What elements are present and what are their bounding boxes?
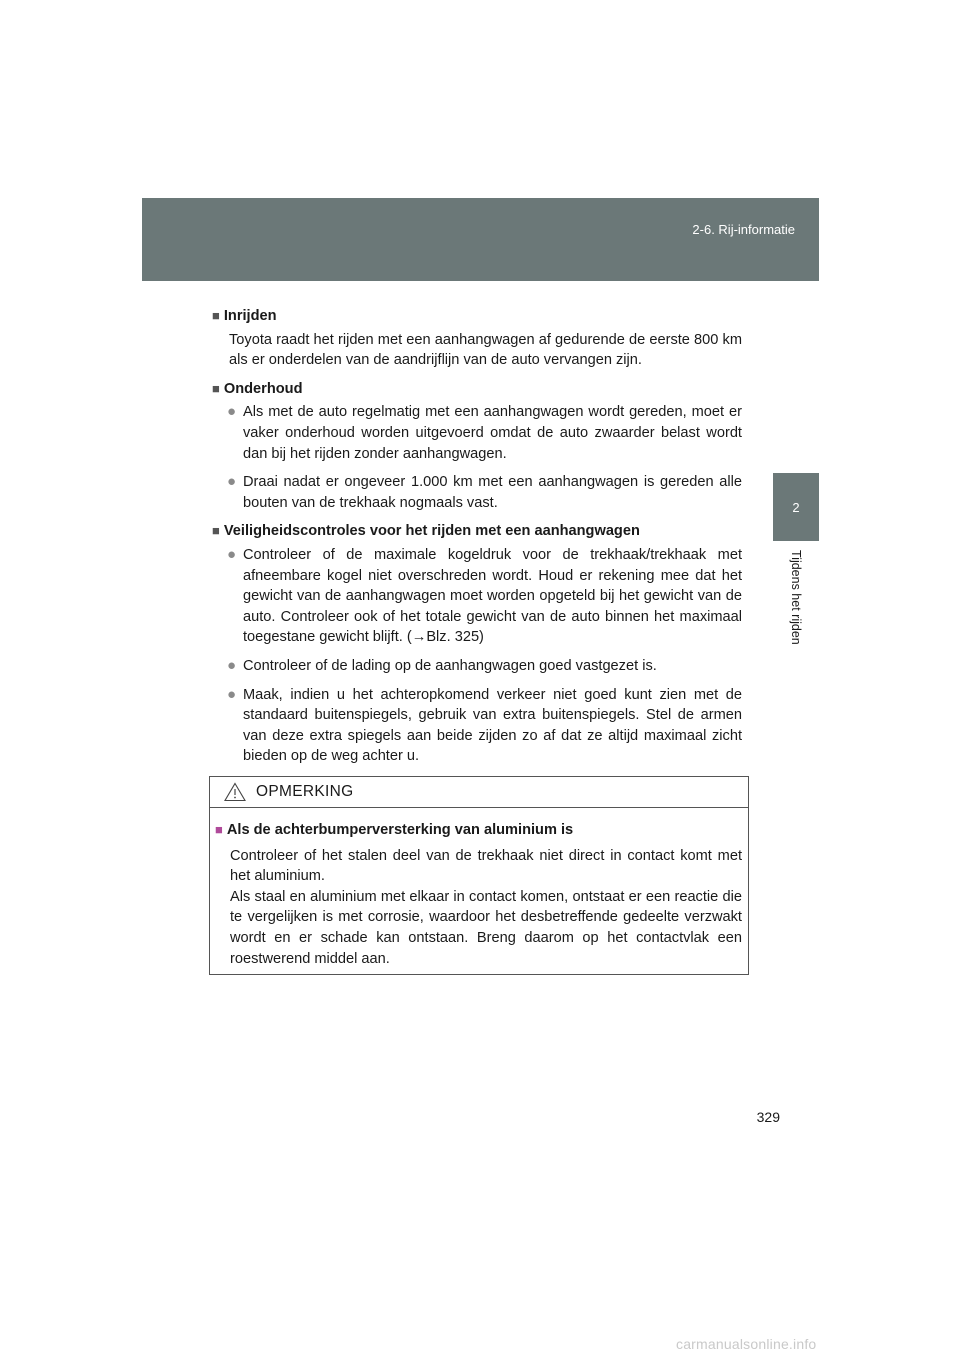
- bullet-icon: ●: [227, 473, 237, 491]
- bullet-text: Als met de auto regelmatig met een aanhangwagen wordt gereden, moet er vaker onderhoud worden uitgevoerd omdat de auto zwaarder belast wordt dan bij het rijden zonder aanhangwagen.: [243, 404, 742, 462]
- warning-triangle-icon: [224, 782, 246, 802]
- page-number: 329: [756, 1109, 780, 1125]
- note-body: [210, 808, 748, 969]
- bullet-text: Maak, indien u het achteropkomend verkeer niet goed kunt zien met de standaard buitenspiegels, gebruik van extra buitenspiegels. Stel de armen van deze extra spiegels aan beide zijden zo af dat ze altijd maximaal zicht bieden op de weg achter u.: [243, 686, 742, 765]
- note-header: [210, 777, 748, 808]
- bullet-text: Controleer of de maximale kogeldruk voor de trekhaak/trekhaak met afneembare kogel niet overschreden wordt. Houd er rekening mee dat het gewicht van de aanhangwagen moet worden opgeteld bij het gewicht van de auto. Controleer ook of het totale gewicht van de auto binnen het maximaal toegestane gewicht blijft. (→Blz. 325): [243, 546, 742, 646]
- bullet-icon: ●: [227, 656, 237, 674]
- section-heading: [212, 306, 742, 327]
- section-heading-text: Onderhoud: [223, 380, 303, 397]
- square-icon: ■: [212, 523, 220, 539]
- bullet-item: [227, 472, 742, 513]
- note-paragraph: Controleer of het stalen deel van de trekhaak niet direct in contact komt met het aluminium.: [230, 847, 742, 885]
- bullet-icon: ●: [227, 685, 237, 703]
- note-heading: [215, 820, 742, 841]
- note-paragraph: Als staal en aluminium met elkaar in contact komen, ontstaat er een reactie die te vergelijken is met corrosie, waardoor het desbetreffende gedeelte verzwakt wordt en er schade kan ontstaan. Breng daarom op het contactvlak een roestwerend middel aan.: [230, 888, 742, 967]
- section-paragraph: Toyota raadt het rijden met een aanhangwagen af gedurende de eerste 800 km als er onderdelen van de aandrijflijn van de auto vervangen zijn.: [229, 331, 742, 369]
- bullet-item: [227, 402, 742, 464]
- bullet-text: Controleer of de lading op de aanhangwagen goed vastgezet is.: [243, 657, 657, 674]
- header-band: [142, 198, 819, 281]
- bullet-icon: ●: [227, 545, 237, 563]
- chapter-label-text: Tijdens het rijden: [789, 550, 803, 645]
- main-content: [212, 306, 742, 775]
- square-icon: ■: [212, 380, 220, 396]
- section-heading-text: Veiligheidscontroles voor het rijden met een aanhangwagen: [223, 523, 640, 540]
- section-heading: [212, 379, 742, 400]
- bullet-icon: ●: [227, 403, 237, 421]
- bullet-item: [227, 656, 742, 677]
- chapter-tab: [773, 473, 819, 541]
- section-heading: [212, 521, 742, 542]
- bullet-item: [227, 685, 742, 767]
- section-heading-text: Inrijden: [223, 308, 277, 324]
- watermark: carmanualsonline.info: [676, 1336, 817, 1352]
- bullet-item: [227, 545, 742, 648]
- note-heading-text: Als de achterbumperversterking van aluminium is: [226, 822, 574, 838]
- chapter-label: [786, 550, 806, 670]
- note-box: [209, 776, 749, 975]
- note-title: OPMERKING: [256, 783, 354, 800]
- section-title: 2-6. Rij-informatie: [692, 222, 795, 237]
- square-icon: ■: [215, 822, 223, 837]
- square-icon: ■: [212, 308, 220, 323]
- chapter-number: 2: [792, 499, 800, 515]
- bullet-text: Draai nadat er ongeveer 1.000 km met een aanhangwagen is gereden alle bouten van de trekhaak nogmaals vast.: [243, 474, 742, 511]
